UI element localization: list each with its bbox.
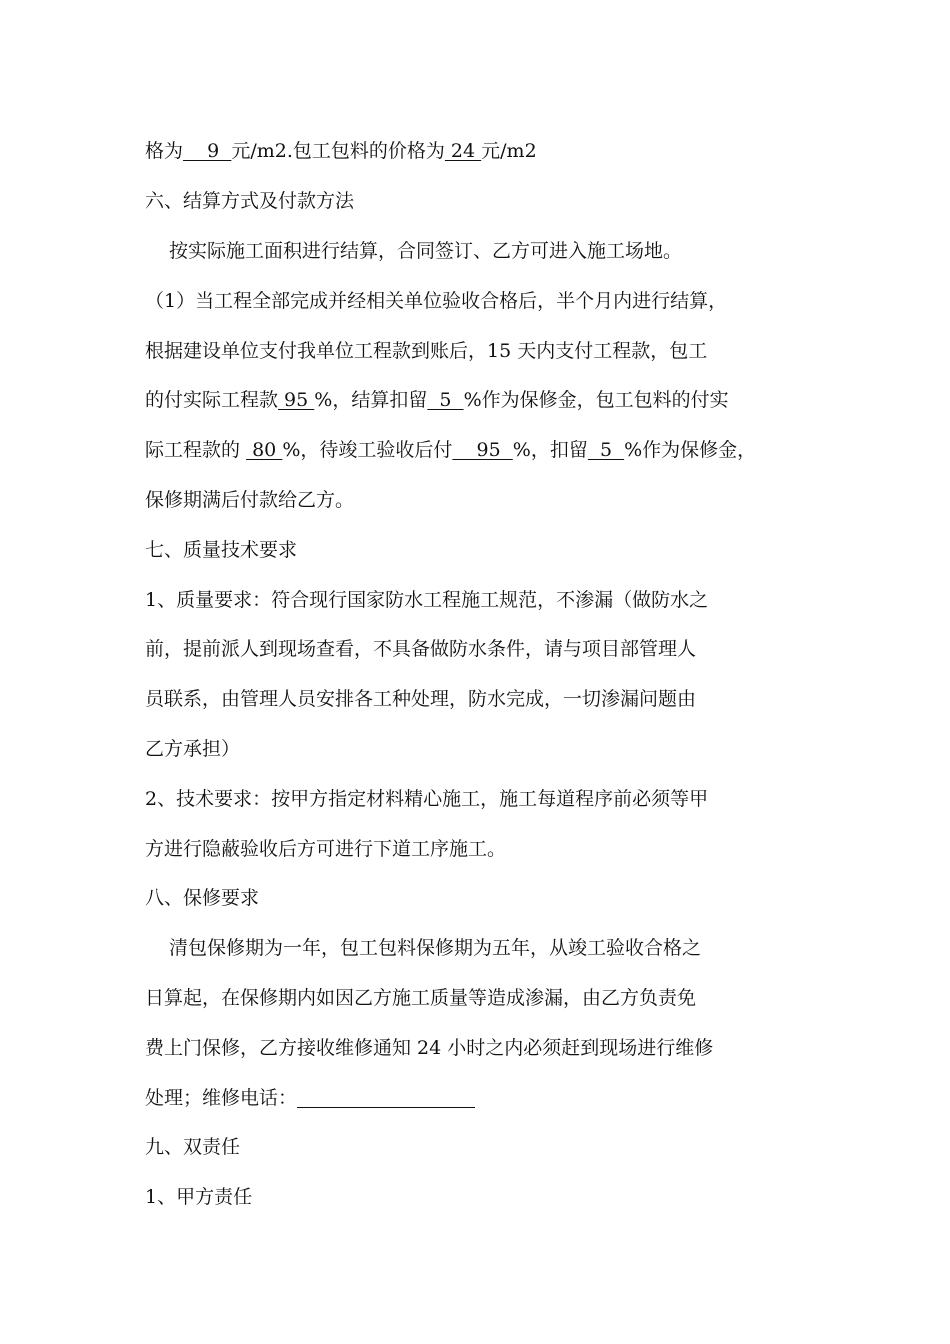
phone-blank-line <box>297 1087 475 1108</box>
line-l05 <box>145 336 825 366</box>
text-segment: %，结算扣留 <box>314 389 428 411</box>
text-segment: 日算起，在保修期内如因乙方施工质量等造成渗漏，由乙方负责免 <box>145 987 697 1009</box>
text-segment: 七、质量技术要求 <box>145 539 298 561</box>
text-segment: 元/m2.包工包料的价格为 <box>231 140 445 162</box>
line-l01 <box>145 136 825 166</box>
heading-dual-responsibility <box>145 1132 825 1162</box>
heading-quality <box>145 535 825 565</box>
text-segment: 按实际施工面积进行结算，合同签订、乙方可进入施工场地。 <box>169 240 683 262</box>
line-l22 <box>145 1182 825 1212</box>
line-l14 <box>145 784 825 814</box>
filled-blank: 80 <box>246 439 283 461</box>
text-segment: 的付实际工程款 <box>145 389 279 411</box>
filled-blank: 95 <box>452 439 513 461</box>
text-segment: 六、结算方式及付款方法 <box>145 190 355 212</box>
text-segment: 格为 <box>145 140 184 162</box>
line-l17 <box>169 933 849 963</box>
line-l10 <box>145 585 825 615</box>
text-segment: %，待竣工验收后付 <box>282 439 453 461</box>
line-l08 <box>145 485 825 515</box>
text-segment: 1、甲方责任 <box>145 1186 253 1208</box>
text-segment: 1、质量要求：符合现行国家防水工程施工规范，不渗漏（做防水之 <box>145 589 709 611</box>
text-segment: 员联系，由管理人员安排各工种处理，防水完成，一切渗漏问题由 <box>145 688 697 710</box>
text-segment: 根据建设单位支付我单位工程款到账后，15 天内支付工程款，包工 <box>145 340 708 362</box>
text-segment: 清包保修期为一年，包工包料保修期为五年，从竣工验收合格之 <box>169 937 702 959</box>
text-segment: 处理；维修电话： <box>145 1087 298 1109</box>
text-segment: 际工程款的 <box>145 439 247 461</box>
text-segment: 费上门保修，乙方接收维修通知 24 小时之内必须赶到现场进行维修 <box>145 1037 714 1059</box>
text-segment: %作为保修金， <box>624 439 757 461</box>
text-segment: 八、保修要求 <box>145 887 260 909</box>
line-l06 <box>145 385 825 415</box>
heading-warranty <box>145 883 825 913</box>
text-segment: 前，提前派人到现场查看，不具备做防水条件，请与项目部管理人 <box>145 638 697 660</box>
text-segment: 乙方承担） <box>145 738 241 760</box>
line-l19 <box>145 1033 825 1063</box>
text-segment: %作为保修金，包工包料的付实 <box>463 389 729 411</box>
line-l03 <box>169 236 849 266</box>
text-segment: %，扣留 <box>512 439 588 461</box>
text-segment: （1）当工程全部完成并经相关单位验收合格后，半个月内进行结算， <box>145 290 728 312</box>
line-l12 <box>145 684 825 714</box>
text-segment: 2、技术要求：按甲方指定材料精心施工，施工每道程序前必须等甲 <box>145 788 709 810</box>
heading-settlement <box>145 186 825 216</box>
line-l13 <box>145 734 825 764</box>
line-l11 <box>145 634 825 664</box>
filled-blank: 9 <box>183 140 232 162</box>
filled-blank: 24 <box>444 140 482 162</box>
text-segment: 元/m2 <box>481 140 537 162</box>
filled-blank: 5 <box>587 439 625 461</box>
filled-blank: 95 <box>278 389 315 411</box>
text-segment: 九、双责任 <box>145 1136 241 1158</box>
line-l18 <box>145 983 825 1013</box>
line-l15 <box>145 834 825 864</box>
line-l04 <box>145 286 825 316</box>
line-l07 <box>145 435 825 465</box>
text-segment: 保修期满后付款给乙方。 <box>145 489 355 511</box>
text-segment: 方进行隐蔽验收后方可进行下道工序施工。 <box>145 838 507 860</box>
line-l20 <box>145 1083 825 1113</box>
filled-blank: 5 <box>427 389 464 411</box>
